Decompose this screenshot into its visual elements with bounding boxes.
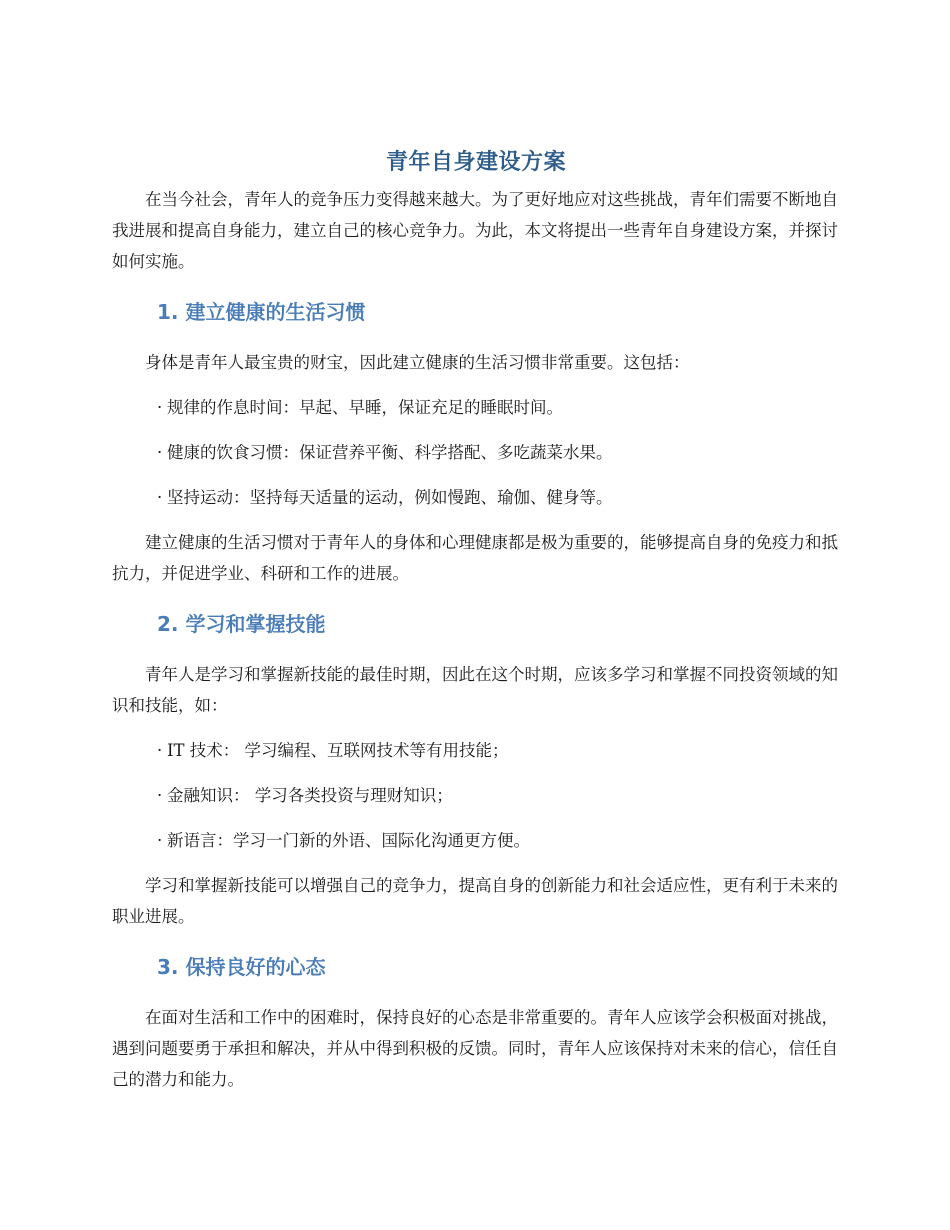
bullet-icon: · [157, 786, 163, 805]
bullet-icon: · [157, 398, 163, 417]
section-heading-mindset: 3. 保持良好的心态 [157, 955, 326, 979]
section-lead-mindset: 在面对生活和工作中的困难时，保持良好的心态是非常重要的。青年人应该学会积极面对挑战，遇到问题要勇于承担和解决，并从中得到积极的反馈。同时，青年人应该保持对未来的信心，信任自己的潜力和能力。 [112, 1008, 838, 1089]
bullet-icon: · [157, 741, 163, 760]
bullet-icon: · [157, 831, 163, 850]
section-lead-health: 身体是青年人最宝贵的财宝，因此建立健康的生活习惯非常重要。这包括： [145, 353, 690, 372]
list-item: · 规律的作息时间：早起、早睡，保证充足的睡眠时间。 [112, 392, 840, 423]
intro-paragraph: 在当今社会，青年人的竞争压力变得越来越大。为了更好地应对这些挑战，青年们需要不断地自我进展和提高自身能力，建立自己的核心竞争力。为此，本文将提出一些青年自身建设方案，并探讨如何实施。 [112, 190, 838, 271]
section-conclusion-health: 建立健康的生活习惯对于青年人的身体和心理健康都是极为重要的，能够提高自身的免疫力和抵抗力，并促进学业、科研和工作的进展。 [112, 533, 838, 583]
list-item: · 金融知识： 学习各类投资与理财知识； [112, 780, 840, 811]
section-heading-skills: 2. 学习和掌握技能 [157, 612, 326, 636]
section-conclusion-skills: 学习和掌握新技能可以增强自己的竞争力，提高自身的创新能力和社会适应性，更有利于未来的职业进展。 [112, 876, 838, 926]
bullet-icon: · [157, 488, 163, 507]
bullet-icon: · [157, 443, 163, 462]
document-title: 青年自身建设方案 [385, 150, 566, 175]
list-item: · 坚持运动：坚持每天适量的运动，例如慢跑、瑜伽、健身等。 [112, 482, 840, 513]
list-item: · IT 技术： 学习编程、互联网技术等有用技能； [112, 735, 840, 766]
document-page [112, 148, 840, 1095]
list-item: · 健康的饮食习惯：保证营养平衡、科学搭配、多吃蔬菜水果。 [112, 437, 840, 468]
section-lead-skills: 青年人是学习和掌握新技能的最佳时期，因此在这个时期，应该多学习和掌握不同投资领域的知识和技能，如： [112, 665, 838, 715]
list-item: · 新语言：学习一门新的外语、国际化沟通更方便。 [112, 825, 840, 856]
section-heading-health: 1. 建立健康的生活习惯 [157, 300, 366, 324]
